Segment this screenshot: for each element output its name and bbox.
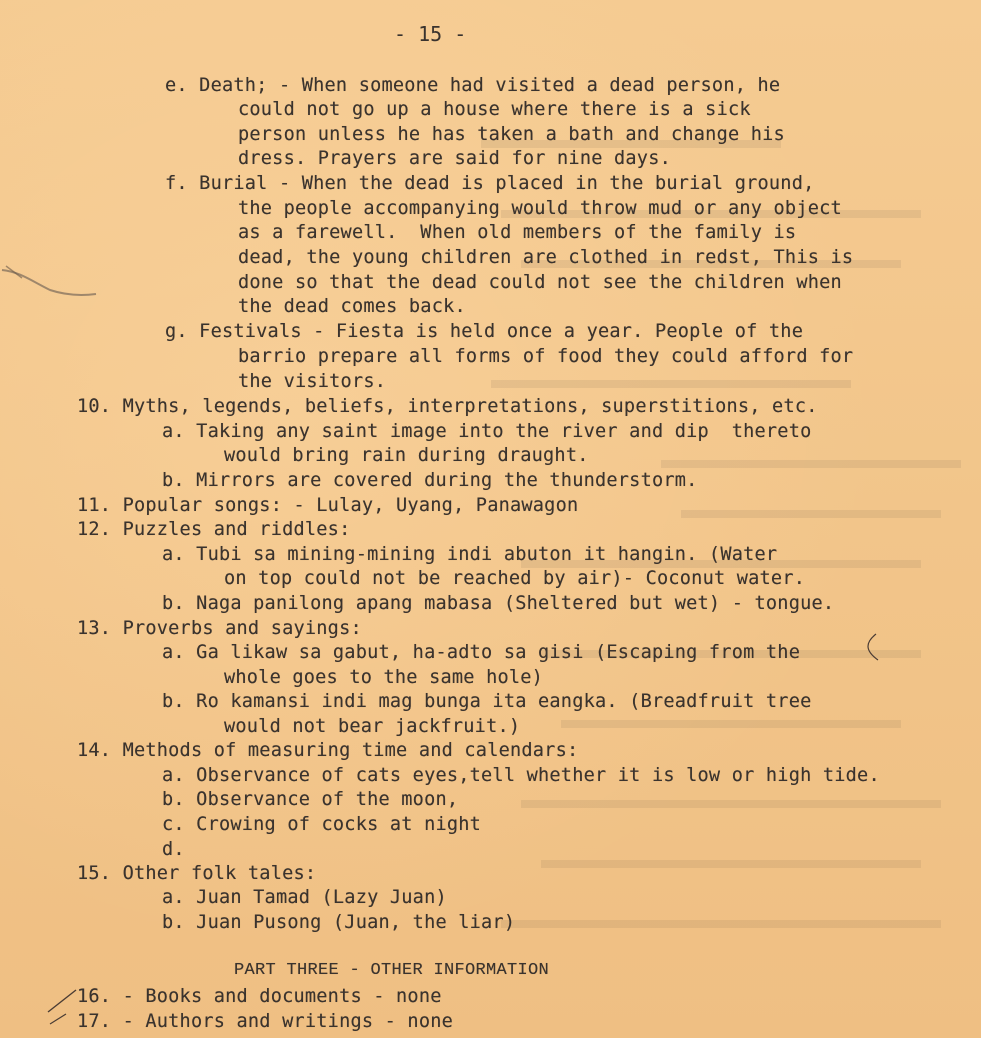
text-line-item-10: 10. Myths, legends, beliefs, interpretations, superstitions, etc. [77,396,818,417]
text-line: as a farewell. When old members of the family is [238,222,797,243]
text-line: a. Tubi sa mining-mining indi abuton it hangin. (Water [162,544,778,565]
text-line-g-festivals: g. Festivals - Fiesta is held once a year. People of the [165,321,804,342]
text-line: the dead comes back. [238,296,466,317]
text-line: the people accompanying would throw mud or any object [238,198,842,219]
text-line-item-14: 14. Methods of measuring time and calendars: [77,740,579,761]
text-line: the visitors. [238,371,387,392]
text-line: would not bear jackfruit.) [224,716,521,737]
text-line: person unless he has taken a bath and change his [238,124,785,145]
paper-smudge-mark [0,262,100,302]
text-line: b. Juan Pusong (Juan, the liar) [162,912,516,933]
text-line-item-17: 17. - Authors and writings - none [77,1011,454,1032]
text-line: b. Mirrors are covered during the thunderstorm. [162,470,698,491]
text-line: a. Observance of cats eyes,tell whether it is low or high tide. [162,765,880,786]
text-line: barrio prepare all forms of food they could afford for [238,346,854,367]
text-line: c. Crowing of cocks at night [162,814,482,835]
page-number: - 15 - [394,22,467,46]
text-line-item-11: 11. Popular songs: - Lulay, Uyang, Panawagon [77,495,579,516]
text-line-f-burial: f. Burial - When the dead is placed in the burial ground, [165,173,815,194]
text-line-item-13: 13. Proverbs and sayings: [77,618,362,639]
text-line: dress. Prayers are said for nine days. [238,148,671,169]
text-line: done so that the dead could not see the children when [238,272,842,293]
text-line: could not go up a house where there is a sick [238,99,751,120]
text-line-item-16: 16. - Books and documents - none [77,986,442,1007]
handwritten-check-mark-icon [46,984,86,1028]
text-line: b. Naga panilong apang mabasa (Sheltered but wet) - tongue. [162,593,835,614]
text-line: would bring rain during draught. [224,445,589,466]
text-line-e-death: e. Death; - When someone had visited a dead person, he [165,75,781,96]
section-heading-part-three: PART THREE - OTHER INFORMATION [234,961,550,980]
text-line-item-15: 15. Other folk tales: [77,863,317,884]
text-line: d. [162,839,185,860]
text-line: dead, the young children are clothed in redst, This is [238,247,854,268]
text-line: a. Ga likaw sa gabut, ha-adto sa gisi (Escaping from the [162,642,801,663]
text-line: on top could not be reached by air)- Coconut water. [224,568,806,589]
text-line-item-12: 12. Puzzles and riddles: [77,519,351,540]
text-line: a. Taking any saint image into the river and dip thereto [162,421,812,442]
text-line: whole goes to the same hole) [224,667,544,688]
text-line: b. Ro kamansi indi mag bunga ita eangka. (Breadfruit tree [162,691,812,712]
text-line: b. Observance of the moon, [162,789,459,810]
text-line: a. Juan Tamad (Lazy Juan) [162,887,447,908]
handwritten-bracket-mark-icon [860,632,884,664]
